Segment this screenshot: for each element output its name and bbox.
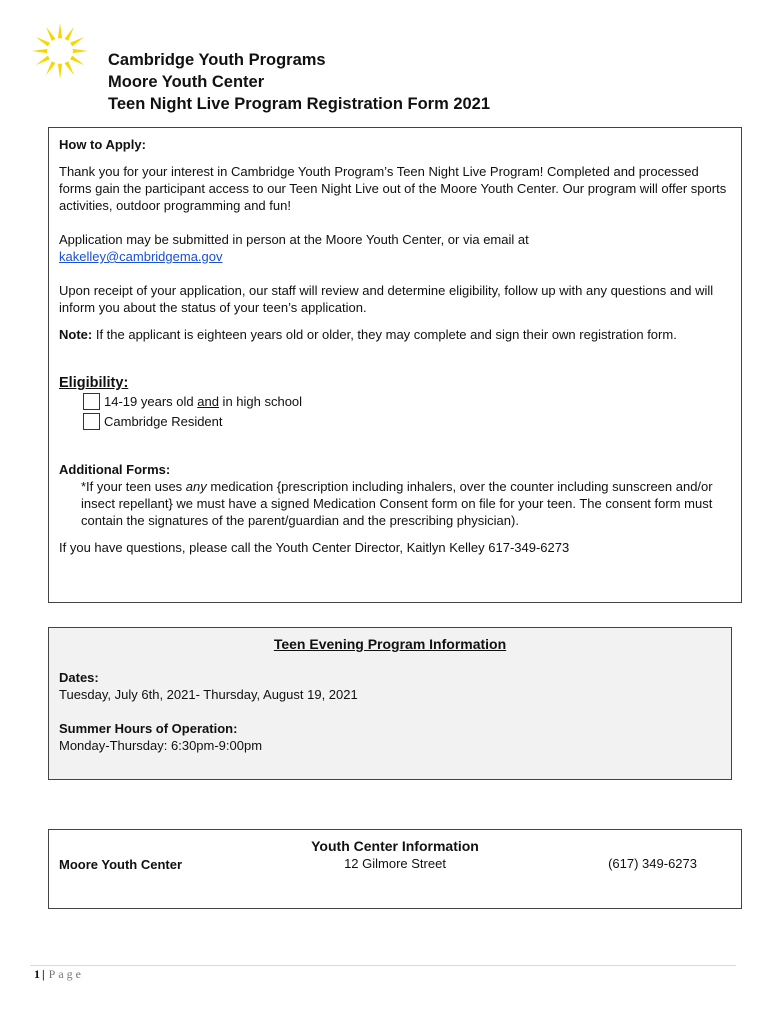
sun-ray bbox=[58, 23, 62, 38]
additional-any: any bbox=[185, 479, 207, 494]
sun-ray bbox=[70, 56, 84, 65]
footer-divider bbox=[30, 965, 736, 966]
eligibility-resident-row bbox=[83, 411, 731, 431]
contact-line: If you have questions, please call the Youth Center Director, Kaitlyn Kelley 617-349-6273 bbox=[59, 540, 570, 555]
header-line-3: Teen Night Live Program Registration Form 2021 bbox=[108, 95, 491, 113]
how-to-apply-section bbox=[48, 127, 742, 603]
sun-ray bbox=[36, 37, 50, 46]
resident-checkbox[interactable] bbox=[83, 413, 100, 430]
age-label bbox=[104, 393, 302, 410]
youth-center-phone: (617) 349-6273 bbox=[608, 856, 697, 871]
sun-ray bbox=[32, 49, 47, 53]
email-link[interactable]: kakelley@cambridgema.gov bbox=[59, 249, 223, 264]
evening-program-title: Teen Evening Program Information bbox=[273, 636, 507, 652]
apply-paragraph-2-text: Application may be submitted in person at the Moore Youth Center, or via email at bbox=[59, 232, 529, 247]
apply-paragraph-3: Upon receipt of your application, our staff will review and determine eligibility, follow up with any questions and will inform you about the status of your teen’s application. bbox=[59, 283, 714, 315]
youth-center-title: Youth Center Information bbox=[311, 838, 479, 854]
youth-center-address: 12 Gilmore Street bbox=[344, 856, 446, 871]
sun-ray bbox=[65, 61, 74, 75]
dates-label: Dates: bbox=[59, 670, 99, 685]
additional-post: medication {prescription including inhalers, over the counter including sunscreen and/or insect repellant} we must have a signed Medication Consent form on file for your teen. The consent form must contain the signatures of the parent/guardian and the prescribing physician). bbox=[81, 479, 713, 528]
header-line-2: Moore Youth Center bbox=[108, 73, 265, 91]
note-label: Note: bbox=[59, 327, 93, 342]
document-header bbox=[108, 49, 490, 115]
apply-paragraph-1: Thank you for your interest in Cambridge Youth Program’s Teen Night Live Program! Completed and processed forms gain the participant access to our Teen Night Live out of the Moore Youth Center. Our program will offer sports activities, outdoor programming and fun! bbox=[59, 164, 727, 213]
dates-value: Tuesday, July 6th, 2021- Thursday, August 19, 2021 bbox=[59, 687, 358, 702]
hours-label: Summer Hours of Operation: bbox=[59, 721, 238, 736]
page-footer bbox=[34, 967, 84, 982]
youth-center-section bbox=[48, 829, 742, 909]
note-paragraph bbox=[59, 326, 731, 343]
sun-ray bbox=[46, 61, 55, 75]
additional-pre: *If your teen uses bbox=[81, 479, 186, 494]
eligibility-age-row bbox=[83, 391, 731, 411]
resident-label: Cambridge Resident bbox=[104, 413, 223, 429]
note-text: If the applicant is eighteen years old or older, they may complete and sign their own registration form. bbox=[92, 327, 677, 342]
age-label-pre: 14-19 years old bbox=[104, 393, 198, 409]
sun-ray bbox=[73, 49, 88, 53]
page-number: 1 bbox=[34, 967, 40, 981]
evening-program-section bbox=[48, 627, 732, 780]
sun-ray bbox=[65, 27, 74, 41]
sun-ray bbox=[36, 56, 50, 65]
youth-center-name: Moore Youth Center bbox=[59, 857, 183, 872]
sun-ray bbox=[58, 64, 62, 79]
age-label-post: in high school bbox=[218, 393, 303, 409]
apply-paragraph-2 bbox=[59, 231, 731, 265]
header-line-1: Cambridge Youth Programs bbox=[108, 51, 326, 69]
additional-forms-text bbox=[59, 478, 731, 529]
sun-ray bbox=[70, 37, 84, 46]
age-checkbox[interactable] bbox=[83, 393, 100, 410]
hours-value: Monday-Thursday: 6:30pm-9:00pm bbox=[59, 738, 263, 753]
page-word: Page bbox=[48, 967, 84, 981]
sun-logo-icon bbox=[30, 18, 90, 84]
sun-ray bbox=[46, 27, 55, 41]
footer-separator: | bbox=[42, 967, 45, 981]
additional-forms-title: Additional Forms: bbox=[59, 462, 171, 477]
eligibility-title: Eligibility: bbox=[59, 375, 129, 391]
how-to-apply-title: How to Apply: bbox=[59, 137, 146, 152]
age-label-and: and bbox=[197, 393, 219, 409]
